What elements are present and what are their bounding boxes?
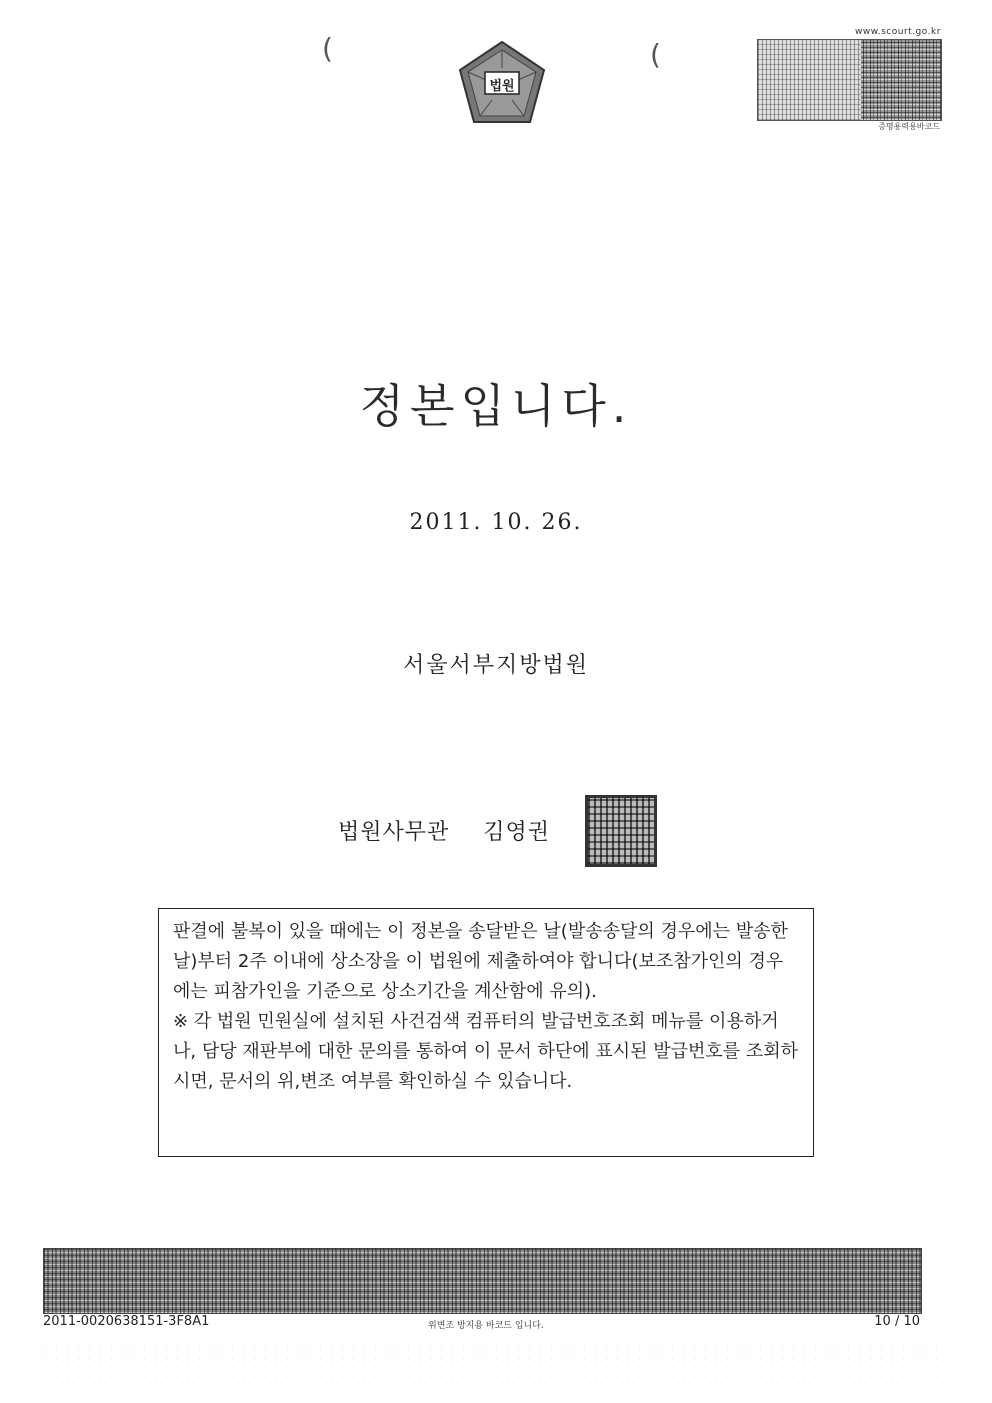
issue-date: 2011. 10. 26. — [409, 510, 583, 535]
verification-notice-text: ※ 각 법원 민원실에 설치된 사건검색 컴퓨터의 발급번호조회 메뉴를 이용하거나, 담당 재판부에 대한 문의를 통하여 이 문서 하단에 표시된 발급번호를 조회하시면, 문서의 위,변조 여부를 확인하실 수 있습니다. — [173, 1011, 799, 1092]
clerk-signature-line — [338, 815, 550, 846]
official-seal-stamp — [585, 795, 657, 867]
appeal-notice-box — [158, 908, 814, 1157]
page-title: 정본입니다. — [359, 379, 633, 433]
scan-noise — [40, 1345, 940, 1385]
court-emblem-icon — [452, 38, 552, 128]
scan-mark-left: ( — [322, 32, 333, 65]
anti-forgery-barcode — [43, 1248, 922, 1314]
page-number: 10 / 10 — [874, 1314, 920, 1329]
issue-number: 2011-0020638151-3F8A1 — [43, 1314, 210, 1329]
site-url: www.scourt.go.kr — [855, 27, 941, 37]
anti-forgery-barcode-caption: 위변조 방지용 바코드 입니다. — [428, 1321, 544, 1331]
emblem-label: 법원 — [489, 79, 515, 94]
clerk-title: 법원사무관 — [338, 820, 450, 845]
verification-barcode — [757, 39, 942, 121]
verification-barcode-caption: 증명용력용바코드 — [878, 122, 940, 131]
appeal-notice-text: 판결에 불복이 있을 때에는 이 정본을 송달받은 날(발송송달의 경우에는 발송한 날)부터 2주 이내에 상소장을 이 법원에 제출하여야 합니다(보조참가인의 경우에는 피참가인을 기준으로 상소기간을 계산함에 유의). — [173, 921, 788, 1002]
court-name: 서울서부지방법원 — [402, 653, 590, 678]
clerk-name: 김영권 — [483, 820, 551, 845]
scan-mark-right: ( — [650, 38, 661, 71]
